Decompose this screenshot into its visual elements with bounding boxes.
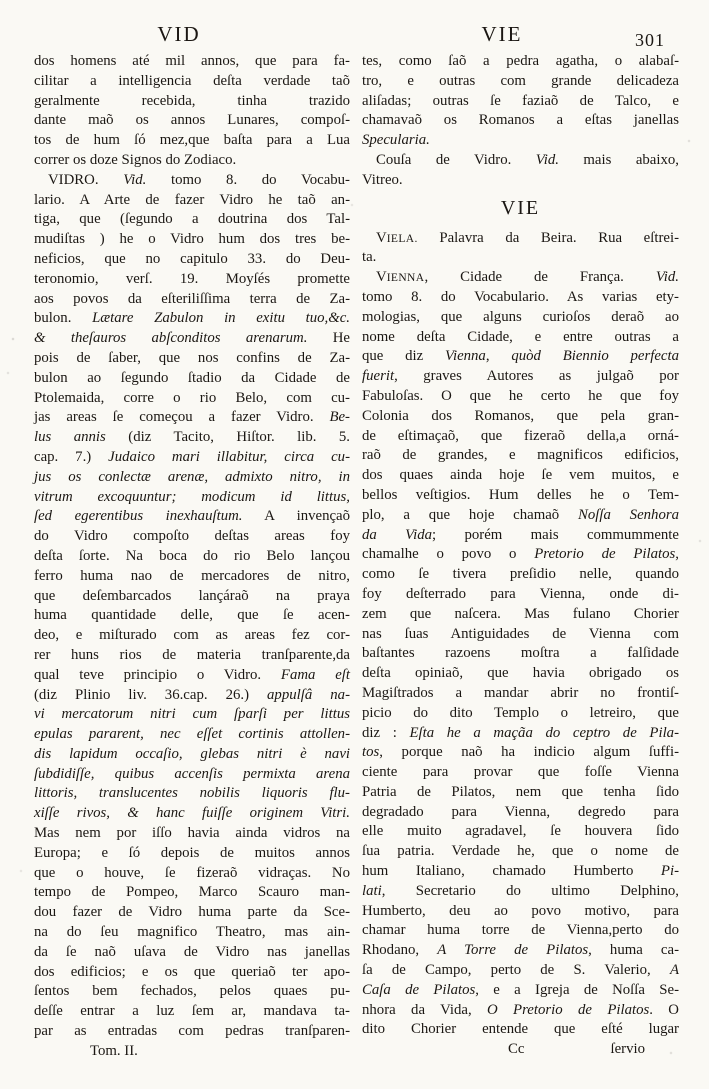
text-line: rer huns rios de materia tranſparente,da [34, 646, 350, 663]
text-line: nome deſta Cidade, e entre outras a [362, 328, 679, 345]
text-line: littoris, translucentes nobilis liquoris flu- [34, 785, 350, 802]
text-line: epulas pararent, nec eſſet cortinis attollen- [34, 726, 350, 743]
text-line: neficios, que no capitulo 33. do Deu- [34, 250, 350, 267]
text-line: cap. 7.) Judaico mari illabitur, circa cu- [34, 448, 350, 465]
text-line: Specularia. [362, 132, 430, 149]
text-line: bulon. Lætare Zabulon in exitu tuo,&c. [34, 310, 351, 327]
text-line: VIDRO. Vid. tomo 8. do Vocabu- [48, 171, 350, 188]
text-line: chamavaõ os Romanos a eſtas janellas [362, 112, 679, 129]
text-line: tos, porque naõ ha indicio algum ſuffi- [362, 744, 679, 761]
text-line: ciente para provar que foſſe Vienna [362, 764, 679, 781]
text-line: do Vidro compoſto deſtas areas foy [34, 528, 350, 545]
text-line: plo, a que hoje chamaõ Noſſa Senhora [362, 506, 679, 523]
text-line: vitrum excoquuntur; modicum id littus, [34, 488, 350, 505]
text-line: ſed egerentibus inexhauſtum. A invençaõ [34, 508, 351, 525]
text-line: que o houve, ſe fizeraõ vidraças. No [34, 864, 350, 881]
text-line: tomo 8. do Vocabulario. As varias ety- [362, 288, 679, 305]
text-line: deo, e miſturado com as areas fez cor- [34, 627, 350, 644]
text-line: ſua patria. Verdade he, que o nome de [362, 843, 679, 860]
text-line: geralmente recebida, tinha trazido [34, 92, 350, 109]
text-line: qual teve principio o Vidro. Fama eſt [34, 666, 350, 683]
text-line: (diz Plinio liv. 36.cap. 26.) appulſâ na- [34, 686, 350, 703]
text-line: nas ſuas Antiguidades de Vienna com [362, 625, 679, 642]
text-line: que diz Vienna, quòd Biennio perfecta [362, 348, 679, 365]
text-line: aos povos da eſteriliſſima terra de Za- [34, 290, 350, 307]
text-line: fuerit, graves Autores as julgaõ por [362, 368, 679, 385]
text-line: Vitreo. [362, 171, 403, 188]
signature-mark: Cc [508, 1041, 525, 1058]
text-line: Fabuloſas. O que he certo he que foy [362, 387, 679, 404]
text-line: hum Italiano, chamado Humberto Pi- [362, 863, 679, 880]
text-line: como ſe tivera preſidio nelle, quando [362, 566, 679, 583]
text-line: Patria de Pilatos, nem que tenha ſido [362, 783, 679, 800]
running-head-right: VIE [481, 22, 523, 46]
text-line: ſa de Campo, perto de S. Valerio, A [362, 962, 679, 979]
text-line: xiſſe rivos, & hanc fuiſſe originem Vitri. [34, 805, 350, 822]
text-line: lus annis (diz Tacito, Hiſtor. lib. 5. [34, 429, 350, 446]
text-line: vi mercatorum nitri cum ſparſi per littus [34, 706, 350, 723]
text-line: nhora da Vida, O Pretorio de Pilatos. O [362, 1001, 679, 1018]
text-line: dou fazer de Vidro huma parte da Sce- [34, 904, 350, 921]
text-line: bulon ao ſegundo ſtadio da Cidade de [34, 369, 350, 386]
text-line: jas areas ſe começou a fazer Vidro. Be- [34, 409, 350, 426]
text-line: dante maõ os annos Lunares, compoſ- [34, 112, 350, 129]
section-heading: VIE [500, 196, 541, 219]
text-line: & theſauros abſconditos arenarum. He [34, 330, 351, 347]
text-line: ſentos bem fechados, pelos quaes pu- [34, 983, 350, 1000]
text-line: aliſadas; outras ſe faziaõ de Talco, e [362, 92, 679, 109]
text-line: ſubdidiſſe, quibus accenſis permixta arena [34, 765, 350, 782]
text-line: Colonia dos Romanos, que pela gran- [362, 407, 679, 424]
text-line: cilitar a intelligencia deſta verdade taõ [34, 72, 350, 89]
text-line: chamalhe o povo o Pretorio de Pilatos, [362, 546, 679, 563]
text-line: dis lapidum occaſio, glebas nitri è navi [34, 745, 350, 762]
text-line: na do ſeu magnifico Theatro, mas ain- [34, 924, 350, 941]
text-line: Ptolemaida, corre o rio Belo, com cu- [34, 389, 350, 406]
text-line: chamar huma torre de Vienna,perto do [362, 922, 679, 939]
text-line: mudiſtas ) he o Vidro hum dos tres be- [34, 231, 350, 248]
text-line: VIELA. Palavra da Beira. Rua eſtrei- [376, 229, 679, 246]
running-head-left: VID [157, 22, 201, 46]
left-column [34, 52, 350, 1062]
volume-signature-line: Tom. II. [90, 1042, 138, 1059]
text-line: foy deſterrado para Vienna, onde di- [362, 585, 679, 602]
text-line: Couſa de Vidro. Vid. mais abaixo, [376, 151, 679, 168]
text-line: deſſe entrar a luz ſem ar, mandava ta- [34, 1003, 350, 1020]
catchword: ſervio [610, 1041, 645, 1058]
text-line: jus os conlectæ arenæ, admixto nitro, in [34, 468, 350, 485]
scan-noise [0, 0, 2, 2]
text-line: Europa; e ſó depois de muitos annos [34, 844, 350, 861]
text-line: Caſa de Pilatos, e a Igreja de Noſſa Se- [362, 981, 679, 998]
right-column [362, 52, 679, 1060]
text-line: elle muito agradavel, ſe houvera ſido [362, 823, 679, 840]
text-line: par as entradas com pedras tranſparen- [34, 1023, 350, 1040]
text-line: correr os doze Signos do Zodiaco. [34, 151, 237, 168]
text-line: pois de ſaber, que nos confins de Za- [34, 349, 350, 366]
text-line: de eſtimaçaõ, que fizeraõ della,a orná- [362, 427, 679, 444]
text-line: tos de hum ſó mez,que baſta para a Lua [34, 132, 350, 149]
text-line: ferro huma nao de mercadores de nitro, [34, 567, 350, 584]
text-line: dos homens até mil annos, que para fa- [34, 53, 350, 69]
text-line: dos edificios; e os que queriaõ ter apo- [34, 963, 350, 980]
text-line: teronomio, verſ. 19. Moyſés promette [34, 270, 350, 287]
text-line: picio do dito Templo o letreiro, que [362, 704, 679, 721]
text-line: diz : Eſta he a maçãa do ceptro de Pila- [362, 724, 679, 741]
text-line: dito Chorier entende que eſté lugar [362, 1021, 679, 1038]
text-line: Magiſtrados a mandar abrir no frontiſ- [362, 684, 679, 701]
text-line: Rhodano, A Torre de Pilatos, huma ca- [362, 942, 679, 959]
catchword-line [362, 1040, 679, 1060]
text-line: baſtantes razoens moſtra a falſidade [362, 645, 679, 662]
text-line: tempo de Pompeo, Marco Scauro man- [34, 884, 350, 901]
text-line: lati, Secretario do ultimo Delphino, [362, 882, 679, 899]
text-line: deſta ſorte. Na boca do rio Belo lançou [34, 547, 350, 564]
text-line: zem que naſcera. Mas fulano Chorier [362, 605, 679, 622]
text-line: Humberto, deu ao povo motivo, para [362, 902, 679, 919]
text-line: que deſembarcados lançáraõ na praya [34, 587, 350, 604]
text-line: tiga, que (ſegundo a doutrina dos Tal- [34, 211, 350, 228]
text-line: raõ de grandes, e magnificos edificios, [362, 447, 679, 464]
text-line: ta. [362, 249, 377, 266]
text-line: deſta opiniaõ, que havia obrigado os [362, 665, 679, 682]
text-line: da Vida; porém mais commummente [362, 526, 679, 543]
text-line: VIENNA, Cidade de França. Vid. [376, 269, 679, 286]
text-line: dos quaes ainda hoje ſe vem muitos, e [362, 467, 679, 484]
text-line: bellos veſtigios. Hum delles he o Tem- [362, 486, 679, 503]
text-line: lario. A Arte de fazer Vidro he taõ an- [34, 191, 350, 208]
text-line: tro, e outras com grande delicadeza [362, 72, 679, 89]
text-line: da ſe naõ uſava de Vidro nas janellas [34, 943, 350, 960]
text-line: degradado para Vienna, degredo para [362, 803, 679, 820]
text-line: mologias, que alguns curioſos deraõ ao [362, 308, 679, 325]
page-number: 301 [635, 30, 665, 50]
text-line: huma quantidade delle, que ſe acen- [34, 607, 350, 624]
text-line: tes, como ſaõ a pedra agatha, o alabaſ- [362, 53, 679, 69]
text-line: Mas nem por iſſo havia ainda vidros na [34, 825, 350, 842]
